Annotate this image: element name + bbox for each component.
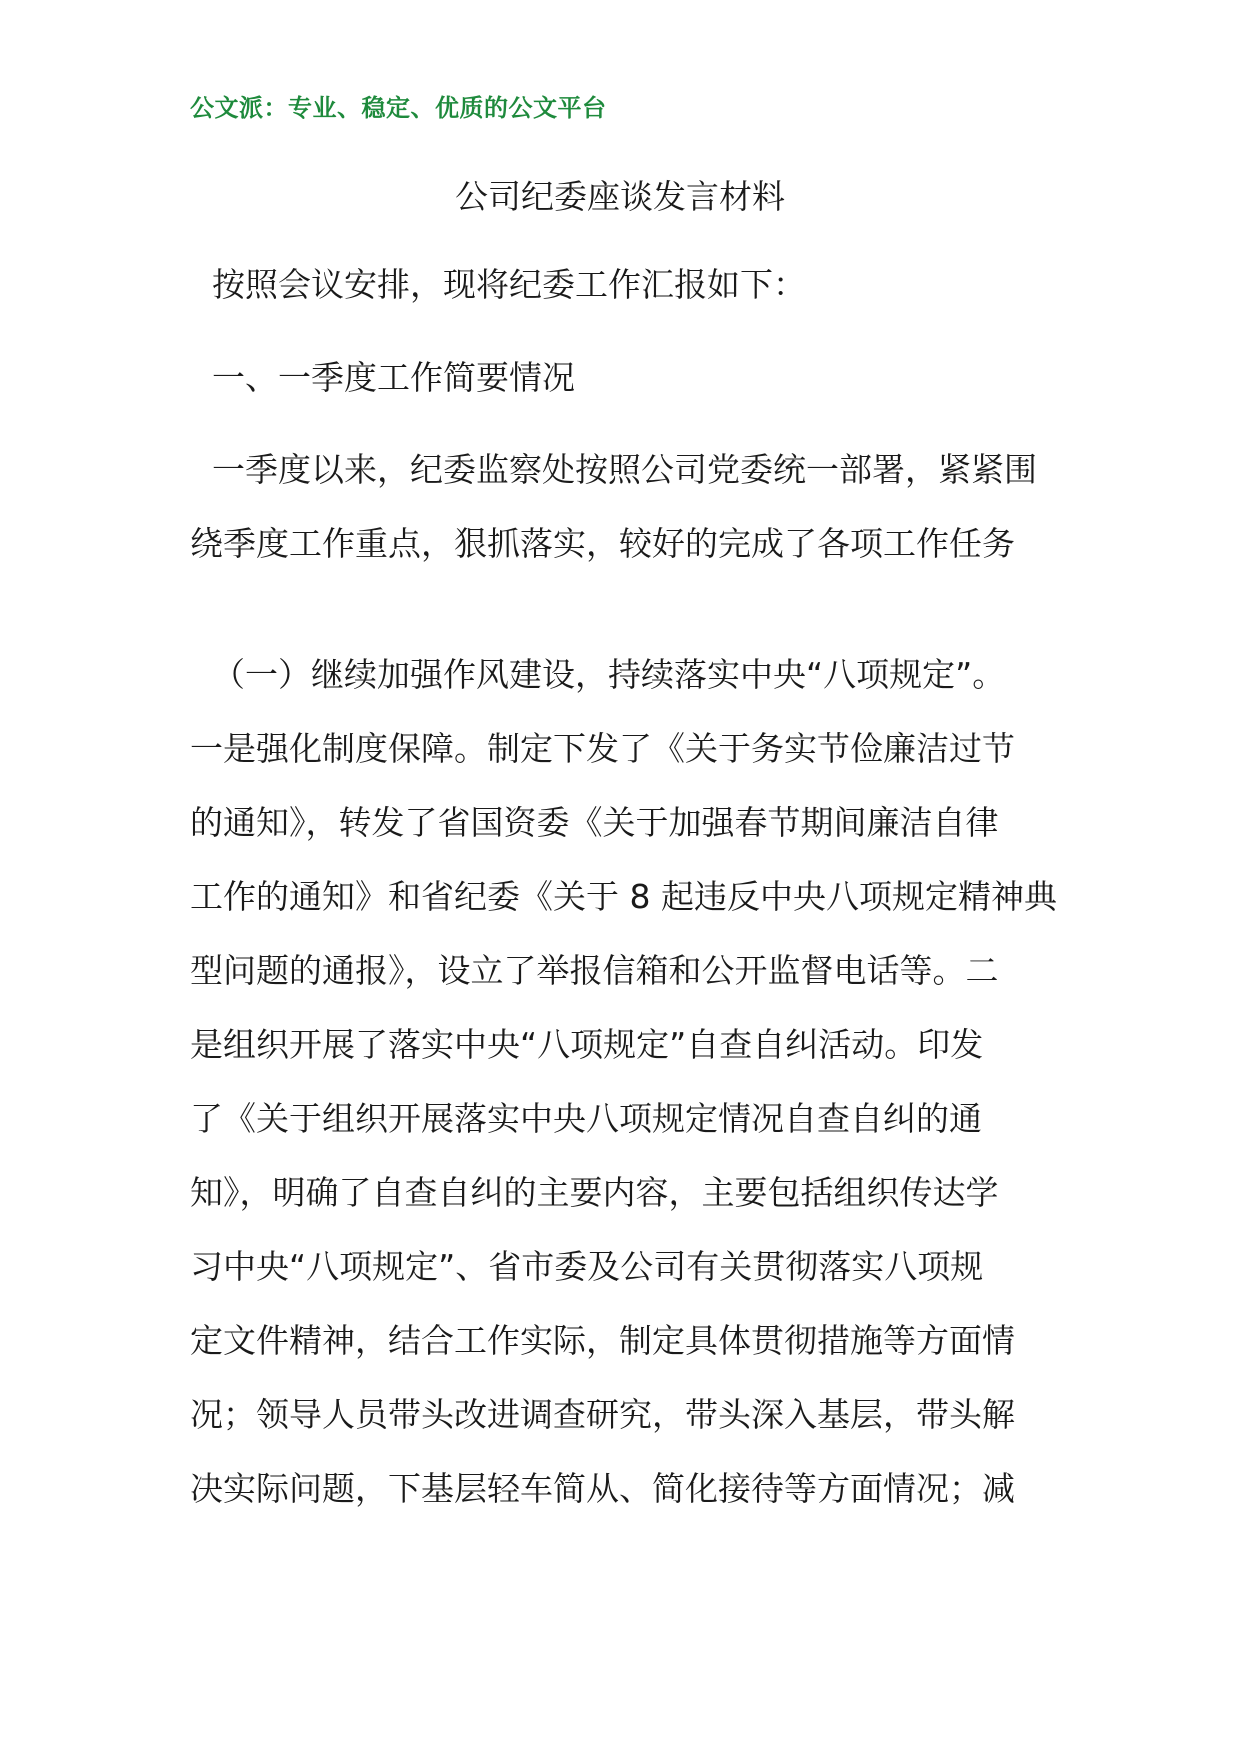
paragraph-line: 决实际问题，下基层轻车简从、简化接待等方面情况；减 xyxy=(190,1469,1015,1508)
paragraph-line: 况；领导人员带头改进调查研究，带头深入基层，带头解 xyxy=(190,1395,1015,1434)
subsection-heading: （一）继续加强作风建设，持续落实中央“八项规定”。 xyxy=(212,655,1006,694)
paragraph-line: 的通知》，转发了省国资委《关于加强春节期间廉洁自律 xyxy=(190,803,999,842)
platform-header: 公文派：专业、稳定、优质的公文平台 xyxy=(190,94,607,122)
paragraph-line: 一是强化制度保障。制定下发了《关于务实节俭廉洁过节 xyxy=(190,729,1015,768)
paragraph-line: 绕季度工作重点，狠抓落实，较好的完成了各项工作任务 xyxy=(190,524,1015,563)
document-title: 公司纪委座谈发言材料 xyxy=(455,177,785,216)
paragraph-line: 了《关于组织开展落实中央八项规定情况自查自纠的通 xyxy=(190,1099,982,1138)
paragraph-line: 工作的通知》和省纪委《关于 8 起违反中央八项规定精神典 xyxy=(190,877,1057,916)
section-heading: 一、一季度工作简要情况 xyxy=(212,358,575,397)
paragraph-line: 型问题的通报》，设立了举报信箱和公开监督电话等。二 xyxy=(190,951,999,990)
paragraph-line: 一季度以来，纪委监察处按照公司党委统一部署，紧紧围 xyxy=(212,450,1037,489)
paragraph-line: 是组织开展了落实中央“八项规定”自查自纠活动。印发 xyxy=(190,1025,984,1064)
paragraph-line: 知》，明确了自查自纠的主要内容，主要包括组织传达学 xyxy=(190,1173,999,1212)
intro-paragraph: 按照会议安排，现将纪委工作汇报如下： xyxy=(212,265,806,304)
paragraph-line: 定文件精神，结合工作实际，制定具体贯彻措施等方面情 xyxy=(190,1321,1015,1360)
paragraph-line: 习中央“八项规定”、省市委及公司有关贯彻落实八项规 xyxy=(190,1247,984,1286)
